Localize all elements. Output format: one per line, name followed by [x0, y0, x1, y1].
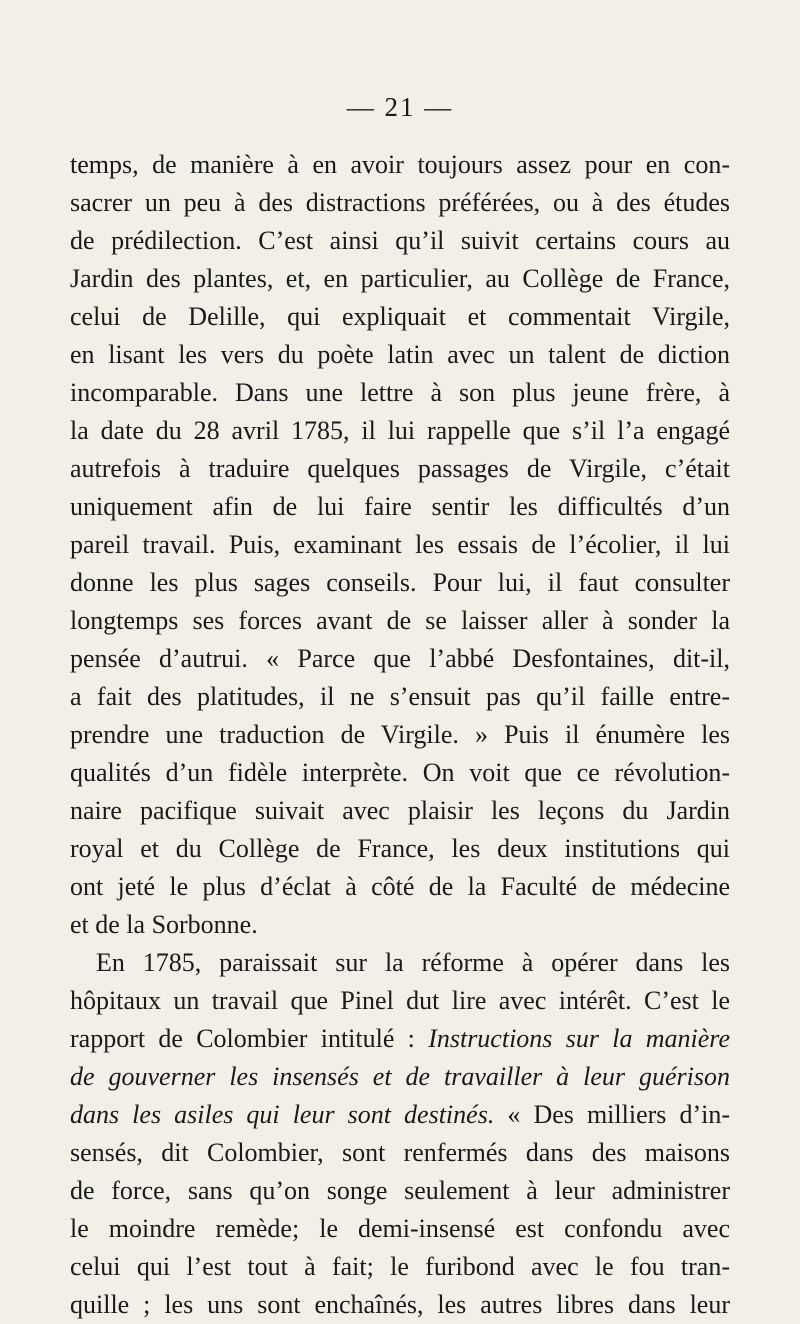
- text-line: en lisant les vers du poète latin avec un talent de diction: [70, 340, 730, 369]
- text-line: a fait des platitudes, il ne s’ensuit pas qu’il faille entre-: [70, 682, 730, 711]
- text-line: royal et du Collège de France, les deux institutions qui: [70, 834, 730, 863]
- paragraph-start-line: En 1785, paraissait sur la réforme à opérer dans les: [96, 948, 730, 977]
- text-line: uniquement afin de lui faire sentir les difficultés d’un: [70, 492, 730, 521]
- text-line: donne les plus sages conseils. Pour lui, il faut consulter: [70, 568, 730, 597]
- italic-title-run: Instructions sur la manière: [428, 1024, 730, 1053]
- text-line: quille ; les uns sont enchaînés, les autres libres dans leur: [70, 1290, 730, 1319]
- page-number: — 21 —: [346, 92, 454, 122]
- text-line: naire pacifique suivait avec plaisir les leçons du Jardin: [70, 796, 730, 825]
- text-line: temps, de manière à en avoir toujours assez pour en con-: [70, 150, 730, 179]
- text-line: [70, 1096, 730, 1134]
- text-line: de prédilection. C’est ainsi qu’il suivit certains cours au: [70, 226, 730, 255]
- text-line: de force, sans qu’on songe seulement à leur administrer: [70, 1176, 730, 1205]
- text-line: sensés, dit Colombier, sont renfermés dans des maisons: [70, 1138, 730, 1167]
- text-line: Jardin des plantes, et, en particulier, au Collège de France,: [70, 264, 730, 293]
- body-text: [70, 146, 730, 1324]
- text-line: sacrer un peu à des distractions préférées, ou à des études: [70, 188, 730, 217]
- text-run: rapport de Colombier intitulé :: [70, 1024, 429, 1053]
- text-line: celui de Delille, qui expliquait et commentait Virgile,: [70, 302, 730, 331]
- text-line: [70, 1058, 730, 1096]
- text-line: le moindre remède; le demi-insensé est confondu avec: [70, 1214, 730, 1243]
- text-line: pensée d’autrui. « Parce que l’abbé Desfontaines, dit-il,: [70, 644, 730, 673]
- text-line: ont jeté le plus d’éclat à côté de la Faculté de médecine: [70, 872, 730, 901]
- text-line: hôpitaux un travail que Pinel dut lire avec intérêt. C’est le: [70, 986, 730, 1015]
- text-line: pareil travail. Puis, examinant les essais de l’écolier, il lui: [70, 530, 730, 559]
- text-line: longtemps ses forces avant de se laisser aller à sonder la: [70, 606, 730, 635]
- text-line: [70, 1020, 730, 1058]
- text-line: prendre une traduction de Virgile. » Puis il énumère les: [70, 720, 730, 749]
- text-line: celui qui l’est tout à fait; le furibond avec le fou tran-: [70, 1252, 730, 1281]
- italic-title-run: dans les asiles qui leur sont destinés.: [70, 1100, 495, 1129]
- text-line: incomparable. Dans une lettre à son plus jeune frère, à: [70, 378, 730, 407]
- text-line: et de la Sorbonne.: [70, 910, 258, 939]
- italic-title-run: de gouverner les insensés et de travailler à leur guérison: [70, 1062, 730, 1091]
- text-line: qualités d’un fidèle interprète. On voit que ce révolution-: [70, 758, 730, 787]
- text-line: autrefois à traduire quelques passages de Virgile, c’était: [70, 454, 730, 483]
- text-line: la date du 28 avril 1785, il lui rappelle que s’il l’a engagé: [70, 416, 730, 445]
- text-run: « Des milliers d’in-: [494, 1100, 730, 1129]
